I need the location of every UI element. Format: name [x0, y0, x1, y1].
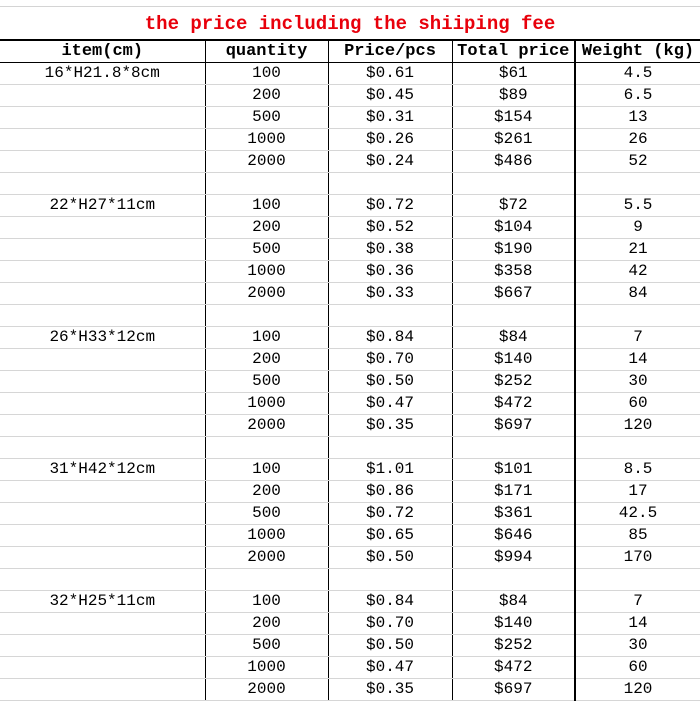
- weight-cell: 7: [575, 591, 700, 613]
- header-price: Price/pcs: [328, 40, 452, 63]
- price-cell: $0.36: [328, 261, 452, 283]
- table-row: [0, 547, 700, 569]
- table-row: [0, 679, 700, 701]
- empty-cell: [328, 437, 452, 459]
- price-cell: $0.72: [328, 503, 452, 525]
- table-row: [0, 63, 700, 85]
- table-row: [0, 525, 700, 547]
- quantity-cell: 100: [205, 195, 328, 217]
- weight-cell: 5.5: [575, 195, 700, 217]
- header-quantity: quantity: [205, 40, 328, 63]
- spacer-row: [0, 173, 700, 195]
- total-cell: $472: [452, 657, 575, 679]
- total-cell: $667: [452, 283, 575, 305]
- total-cell: $72: [452, 195, 575, 217]
- item-cell: [0, 85, 205, 107]
- quantity-cell: 1000: [205, 129, 328, 151]
- item-cell: [0, 261, 205, 283]
- quantity-cell: 500: [205, 239, 328, 261]
- weight-cell: 13: [575, 107, 700, 129]
- total-cell: $171: [452, 481, 575, 503]
- quantity-cell: 1000: [205, 525, 328, 547]
- price-cell: $0.70: [328, 613, 452, 635]
- item-cell: [0, 613, 205, 635]
- price-cell: $1.01: [328, 459, 452, 481]
- empty-cell: [452, 437, 575, 459]
- table-row: [0, 85, 700, 107]
- price-table: [0, 39, 700, 701]
- item-cell: 32*H25*11cm: [0, 591, 205, 613]
- total-cell: $697: [452, 679, 575, 701]
- total-cell: $486: [452, 151, 575, 173]
- table-body: [0, 63, 700, 701]
- quantity-cell: 100: [205, 327, 328, 349]
- item-cell: 16*H21.8*8cm: [0, 63, 205, 85]
- weight-cell: 30: [575, 371, 700, 393]
- weight-cell: 120: [575, 415, 700, 437]
- total-cell: $697: [452, 415, 575, 437]
- total-cell: $361: [452, 503, 575, 525]
- quantity-cell: 200: [205, 613, 328, 635]
- weight-cell: 7: [575, 327, 700, 349]
- table-row: [0, 613, 700, 635]
- price-cell: $0.61: [328, 63, 452, 85]
- weight-cell: 170: [575, 547, 700, 569]
- quantity-cell: 2000: [205, 415, 328, 437]
- quantity-cell: 1000: [205, 657, 328, 679]
- empty-cell: [452, 305, 575, 327]
- table-row: [0, 239, 700, 261]
- sheet-title: the price including the shiiping fee: [144, 13, 556, 35]
- item-cell: [0, 151, 205, 173]
- quantity-cell: 2000: [205, 151, 328, 173]
- weight-cell: 14: [575, 613, 700, 635]
- empty-cell: [452, 173, 575, 195]
- table-row: [0, 481, 700, 503]
- table-row: [0, 591, 700, 613]
- table-row: [0, 217, 700, 239]
- price-cell: $0.84: [328, 591, 452, 613]
- spacer-row: [0, 437, 700, 459]
- header-row: [0, 40, 700, 63]
- weight-cell: 8.5: [575, 459, 700, 481]
- price-cell: $0.52: [328, 217, 452, 239]
- empty-cell: [575, 569, 700, 591]
- empty-cell: [575, 173, 700, 195]
- spacer-row: [0, 569, 700, 591]
- quantity-cell: 200: [205, 481, 328, 503]
- item-cell: 31*H42*12cm: [0, 459, 205, 481]
- total-cell: $252: [452, 371, 575, 393]
- total-cell: $472: [452, 393, 575, 415]
- quantity-cell: 100: [205, 459, 328, 481]
- empty-cell: [328, 173, 452, 195]
- price-cell: $0.24: [328, 151, 452, 173]
- weight-cell: 120: [575, 679, 700, 701]
- item-cell: [0, 371, 205, 393]
- total-cell: $252: [452, 635, 575, 657]
- weight-cell: 30: [575, 635, 700, 657]
- quantity-cell: 500: [205, 503, 328, 525]
- spacer-row: [0, 305, 700, 327]
- weight-cell: 4.5: [575, 63, 700, 85]
- item-cell: [0, 481, 205, 503]
- total-cell: $140: [452, 349, 575, 371]
- price-cell: $0.86: [328, 481, 452, 503]
- weight-cell: 26: [575, 129, 700, 151]
- table-row: [0, 283, 700, 305]
- price-cell: $0.72: [328, 195, 452, 217]
- empty-cell: [0, 437, 205, 459]
- total-cell: $190: [452, 239, 575, 261]
- price-cell: $0.50: [328, 635, 452, 657]
- price-cell: $0.50: [328, 371, 452, 393]
- price-cell: $0.35: [328, 415, 452, 437]
- weight-cell: 17: [575, 481, 700, 503]
- item-cell: [0, 107, 205, 129]
- weight-cell: 52: [575, 151, 700, 173]
- weight-cell: 42: [575, 261, 700, 283]
- quantity-cell: 200: [205, 349, 328, 371]
- price-cell: $0.31: [328, 107, 452, 129]
- table-row: [0, 261, 700, 283]
- weight-cell: 14: [575, 349, 700, 371]
- header-total: Total price: [452, 40, 575, 63]
- table-row: [0, 503, 700, 525]
- weight-cell: 85: [575, 525, 700, 547]
- quantity-cell: 1000: [205, 393, 328, 415]
- quantity-cell: 500: [205, 635, 328, 657]
- item-cell: 22*H27*11cm: [0, 195, 205, 217]
- quantity-cell: 500: [205, 371, 328, 393]
- table-row: [0, 349, 700, 371]
- item-cell: [0, 217, 205, 239]
- empty-cell: [0, 569, 205, 591]
- total-cell: $89: [452, 85, 575, 107]
- total-cell: $61: [452, 63, 575, 85]
- price-cell: $0.70: [328, 349, 452, 371]
- price-cell: $0.50: [328, 547, 452, 569]
- total-cell: $358: [452, 261, 575, 283]
- empty-cell: [205, 173, 328, 195]
- total-cell: $154: [452, 107, 575, 129]
- quantity-cell: 2000: [205, 679, 328, 701]
- weight-cell: 60: [575, 657, 700, 679]
- table-row: [0, 129, 700, 151]
- table-header: [0, 40, 700, 63]
- quantity-cell: 1000: [205, 261, 328, 283]
- weight-cell: 42.5: [575, 503, 700, 525]
- top-rule: [0, 6, 700, 7]
- weight-cell: 21: [575, 239, 700, 261]
- price-cell: $0.47: [328, 657, 452, 679]
- table-row: [0, 107, 700, 129]
- total-cell: $84: [452, 591, 575, 613]
- item-cell: [0, 547, 205, 569]
- item-cell: [0, 525, 205, 547]
- item-cell: [0, 349, 205, 371]
- weight-cell: 60: [575, 393, 700, 415]
- quantity-cell: 2000: [205, 547, 328, 569]
- item-cell: [0, 239, 205, 261]
- weight-cell: 6.5: [575, 85, 700, 107]
- price-cell: $0.35: [328, 679, 452, 701]
- total-cell: $994: [452, 547, 575, 569]
- item-cell: 26*H33*12cm: [0, 327, 205, 349]
- price-cell: $0.65: [328, 525, 452, 547]
- item-cell: [0, 415, 205, 437]
- item-cell: [0, 283, 205, 305]
- header-item: item(cm): [0, 40, 205, 63]
- empty-cell: [575, 305, 700, 327]
- table-row: [0, 327, 700, 349]
- item-cell: [0, 393, 205, 415]
- empty-cell: [575, 437, 700, 459]
- price-cell: $0.33: [328, 283, 452, 305]
- quantity-cell: 100: [205, 63, 328, 85]
- weight-cell: 9: [575, 217, 700, 239]
- table-row: [0, 371, 700, 393]
- item-cell: [0, 503, 205, 525]
- total-cell: $261: [452, 129, 575, 151]
- empty-cell: [0, 173, 205, 195]
- empty-cell: [0, 305, 205, 327]
- table-row: [0, 151, 700, 173]
- item-cell: [0, 657, 205, 679]
- item-cell: [0, 679, 205, 701]
- table-row: [0, 635, 700, 657]
- empty-cell: [205, 569, 328, 591]
- empty-cell: [205, 437, 328, 459]
- total-cell: $140: [452, 613, 575, 635]
- price-cell: $0.47: [328, 393, 452, 415]
- price-cell: $0.38: [328, 239, 452, 261]
- empty-cell: [328, 569, 452, 591]
- quantity-cell: 200: [205, 85, 328, 107]
- header-weight: Weight (kg): [575, 40, 700, 63]
- table-row: [0, 459, 700, 481]
- quantity-cell: 200: [205, 217, 328, 239]
- total-cell: $104: [452, 217, 575, 239]
- total-cell: $84: [452, 327, 575, 349]
- empty-cell: [205, 305, 328, 327]
- empty-cell: [328, 305, 452, 327]
- weight-cell: 84: [575, 283, 700, 305]
- quantity-cell: 2000: [205, 283, 328, 305]
- item-cell: [0, 635, 205, 657]
- price-cell: $0.45: [328, 85, 452, 107]
- quantity-cell: 500: [205, 107, 328, 129]
- price-cell: $0.84: [328, 327, 452, 349]
- empty-cell: [452, 569, 575, 591]
- total-cell: $646: [452, 525, 575, 547]
- table-row: [0, 393, 700, 415]
- total-cell: $101: [452, 459, 575, 481]
- table-row: [0, 195, 700, 217]
- table-row: [0, 415, 700, 437]
- table-row: [0, 657, 700, 679]
- item-cell: [0, 129, 205, 151]
- quantity-cell: 100: [205, 591, 328, 613]
- price-cell: $0.26: [328, 129, 452, 151]
